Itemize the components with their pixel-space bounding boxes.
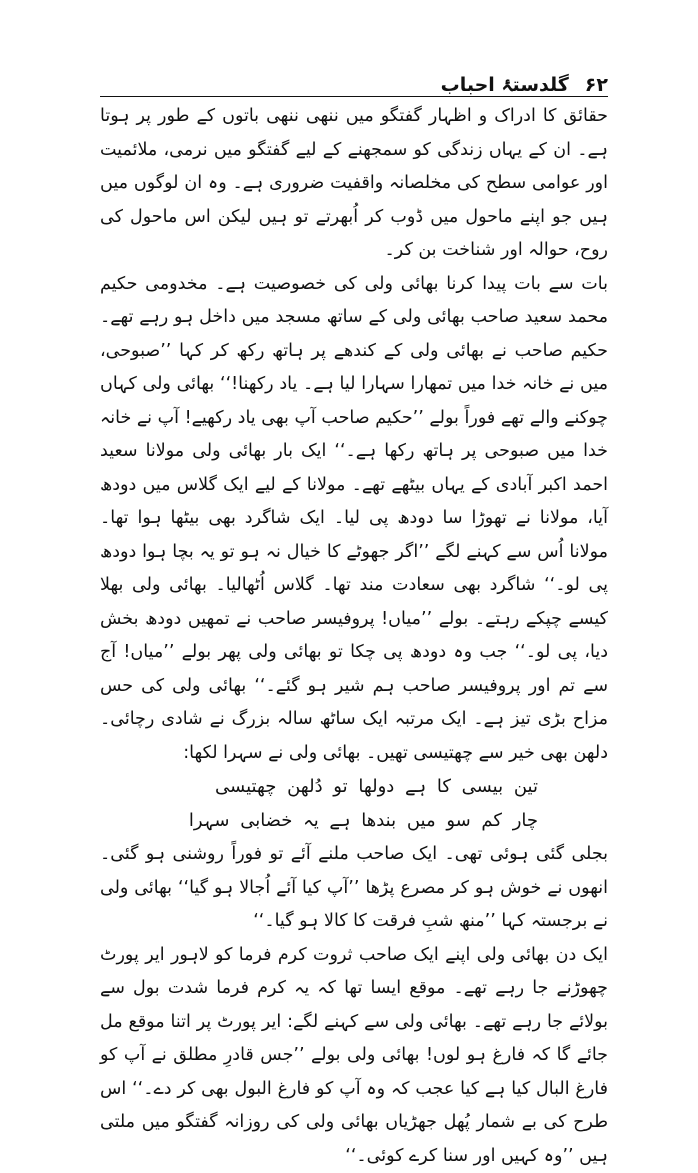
paragraph-2: بات سے بات پیدا کرنا بھائی ولی کی خصوصیت ہے۔ مخدومی حکیم محمد سعید صاحب بھائی ولی کے ساتھ مسجد میں داخل ہو رہے تھے۔ حکیم صاحب نے بھائی ولی کے کندھے پر ہاتھ رکھ کر کہا ’’صبوحی، میں نے خانہ خدا میں تمھارا سہارا لیا ہے۔ یاد رکھنا!‘‘ بھائی ولی کہاں چوکنے والے تھے فوراً بولے ’’حکیم صاحب آپ بھی یاد رکھیے! آپ نے خانہ خدا میں صبوحی پر ہاتھ رکھا ہے۔‘‘ ایک بار بھائی ولی مولانا سعید احمد اکبر آبادی کے یہاں بیٹھے تھے۔ مولانا کے لیے ایک گلاس میں دودھ آیا، مولانا نے تھوڑا سا دودھ پی لیا۔ ایک شاگرد بھی بیٹھا ہوا تھا۔ مولانا اُس سے کہنے لگے ’’اگر جھوٹے کا خیال نہ ہو تو یہ بچا ہوا دودھ پی لو۔‘‘ شاگرد بھی سعادت مند تھا۔ گلاس اُٹھالیا۔ بھائی ولی بھلا کیسے چپکے رہتے۔ بولے ’’میاں! پروفیسر صاحب نے تمھیں دودھ بخش دیا، پی لو۔‘‘ جب وہ دودھ پی چکا تو بھائی ولی پھر بولے ’’میاں! آج سے تم اور پروفیسر صاحب ہم شیر ہو گئے۔‘‘ بھائی ولی کی حس مزاح بڑی تیز ہے۔ ایک مرتبہ ایک ساٹھ سالہ بزرگ نے شادی رچائی۔ دلھن بھی خیر سے چھتیسی تھیں۔ بھائی ولی نے سہرا لکھا: xyxy=(100,268,608,771)
running-header xyxy=(100,62,608,96)
paragraph-3: بجلی گئی ہوئی تھی۔ ایک صاحب ملنے آئے تو فوراً روشنی ہو گئی۔ انھوں نے خوش ہو کر مصرع پڑھا ’’آپ کیا آئے اُجالا ہو گیا‘‘ بھائی ولی نے برجستہ کہا ’’منھ شبِ فرقت کا کالا ہو گیا۔‘‘ xyxy=(100,838,608,939)
verse-line-1: تین بیسی کا ہے دولھا تو دُلھن چھتیسی xyxy=(100,770,538,804)
paragraph-1: حقائق کا ادراک و اظہار گفتگو میں ننھی ننھی باتوں کے طور پر ہوتا ہے۔ ان کے یہاں زندگی کو سمجھنے کے لیے گفتگو میں نرمی، ملائمیت اور عوامی سطح کی مخلصانہ واقفیت ضروری ہے۔ وہ ان لوگوں میں ہیں جو اپنے ماحول میں ڈوب کر اُبھرتے تو ہیں لیکن اس ماحول کی روح، حوالہ اور شناخت بن کر۔ xyxy=(100,100,608,268)
header-rule xyxy=(100,96,608,97)
paragraph-4: ایک دن بھائی ولی اپنے ایک صاحب ثروت کرم فرما کو لاہور ایر پورٹ چھوڑنے جا رہے تھے۔ موقع ایسا تھا کہ یہ کرم فرما شدت بول سے بولائے جا رہے تھے۔ بھائی ولی سے کہنے لگے: ایر پورٹ پر اتنا موقع مل جائے گا کہ فارغ ہو لوں! بھائی ولی بولے ’’جس قادرِ مطلق نے آپ کو فارغ البال کیا ہے کیا عجب کہ وہ آپ کو فارغ البول بھی کر دے۔‘‘ اس طرح کی بے شمار پُھل جھڑیاں بھائی ولی کی روزانہ گفتگو میں ملتی ہیں ’’وہ کہیں اور سنا کرے کوئی۔‘‘ xyxy=(100,939,608,1173)
book-title: گلدستۂ احباب xyxy=(441,74,569,96)
verse-line-2: چار کم سو میں بندھا ہے یہ خضابی سہرا xyxy=(100,804,538,838)
page-body xyxy=(100,100,608,1173)
verse-couplet xyxy=(100,770,608,838)
page-number: ۶۲ xyxy=(585,74,608,96)
